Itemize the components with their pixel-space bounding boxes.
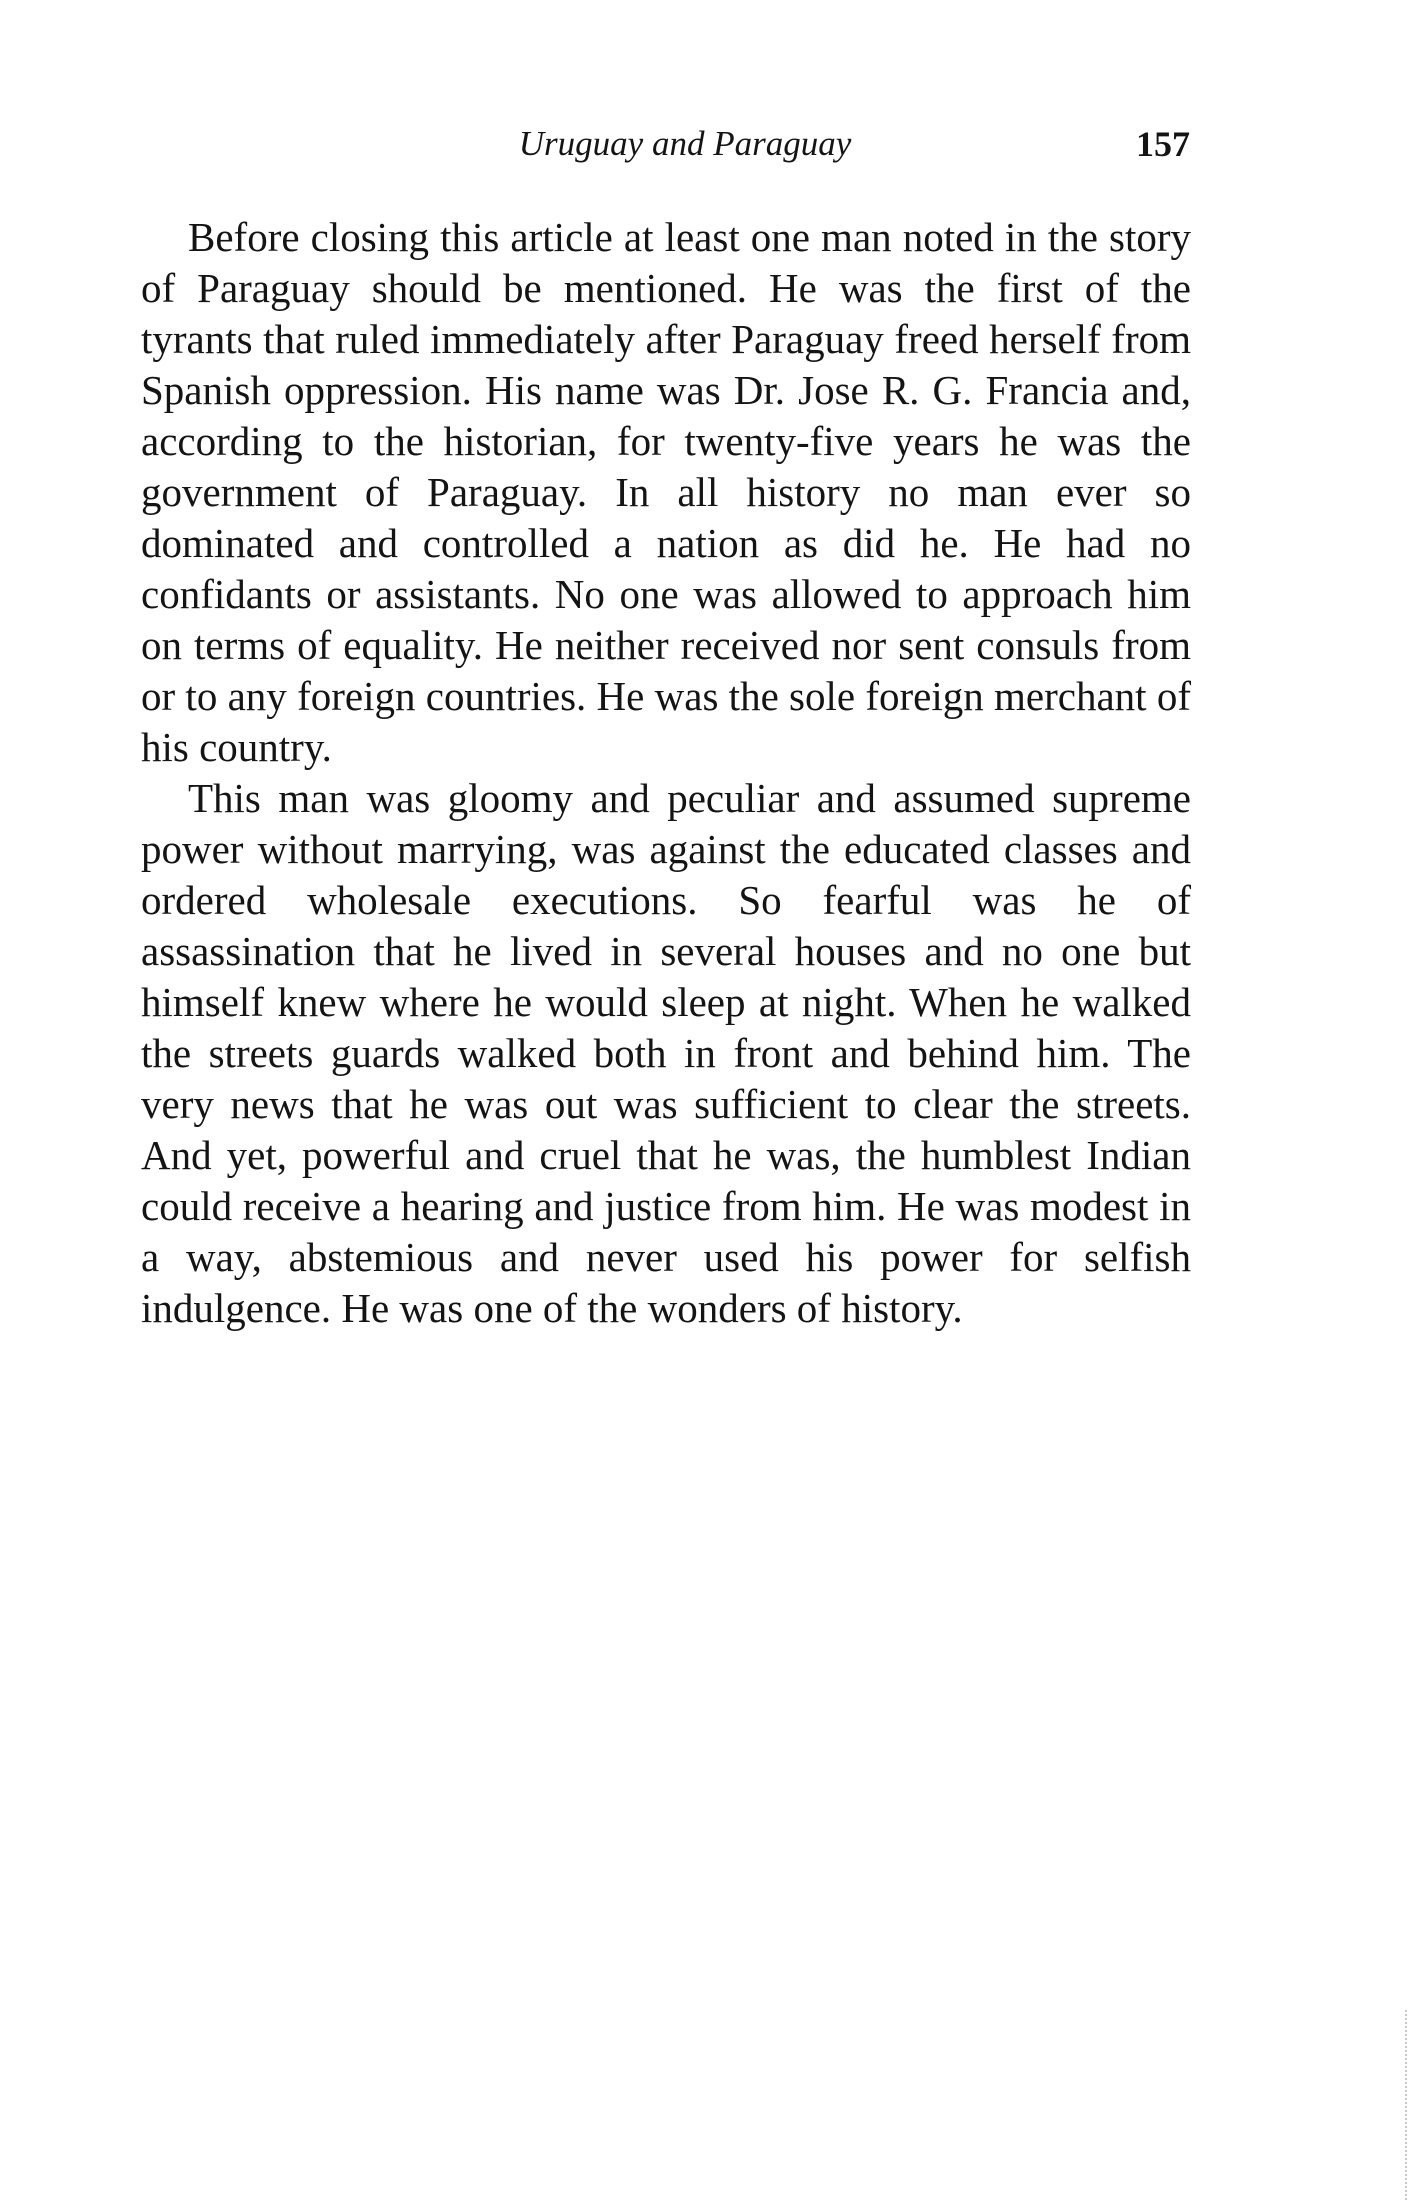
body-text [141,212,1191,1334]
running-title: Uruguay and Paraguay [518,124,852,163]
running-head [140,118,1190,170]
paragraph-2: This man was gloomy and peculiar and assumed supreme power without marrying, was against the educated classes and ordered wholesale executions. So fearful was he of assassination that he lived in several houses and no one but himself knew where he would sleep at night. When he walked the streets guards walked both in front and behind him. The very news that he was out was sufficient to clear the streets. And yet, powerful and cruel that he was, the humblest Indian could receive a hearing and justice from him. He was modest in a way, abstemious and never used his power for selfish indulgence. He was one of the wonders of history. [141,775,1191,1331]
paragraph-1: Before closing this article at least one man noted in the story of Paraguay should be mentioned. He was the first of the tyrants that ruled immediately after Paraguay freed herself from Spanish oppression. His name was Dr. Jose R. G. Francia and, according to the historian, for twenty-five years he was the government of Paraguay. In all history no man ever so dominated and controlled a nation as did he. He had no confidants or assistants. No one was allowed to approach him on terms of equality. He neither received nor sent consuls from or to any foreign countries. He was the sole foreign merchant of his country. [141,214,1191,770]
page-number: 157 [1136,124,1190,164]
scan-edge-mark [1405,2010,1409,2200]
